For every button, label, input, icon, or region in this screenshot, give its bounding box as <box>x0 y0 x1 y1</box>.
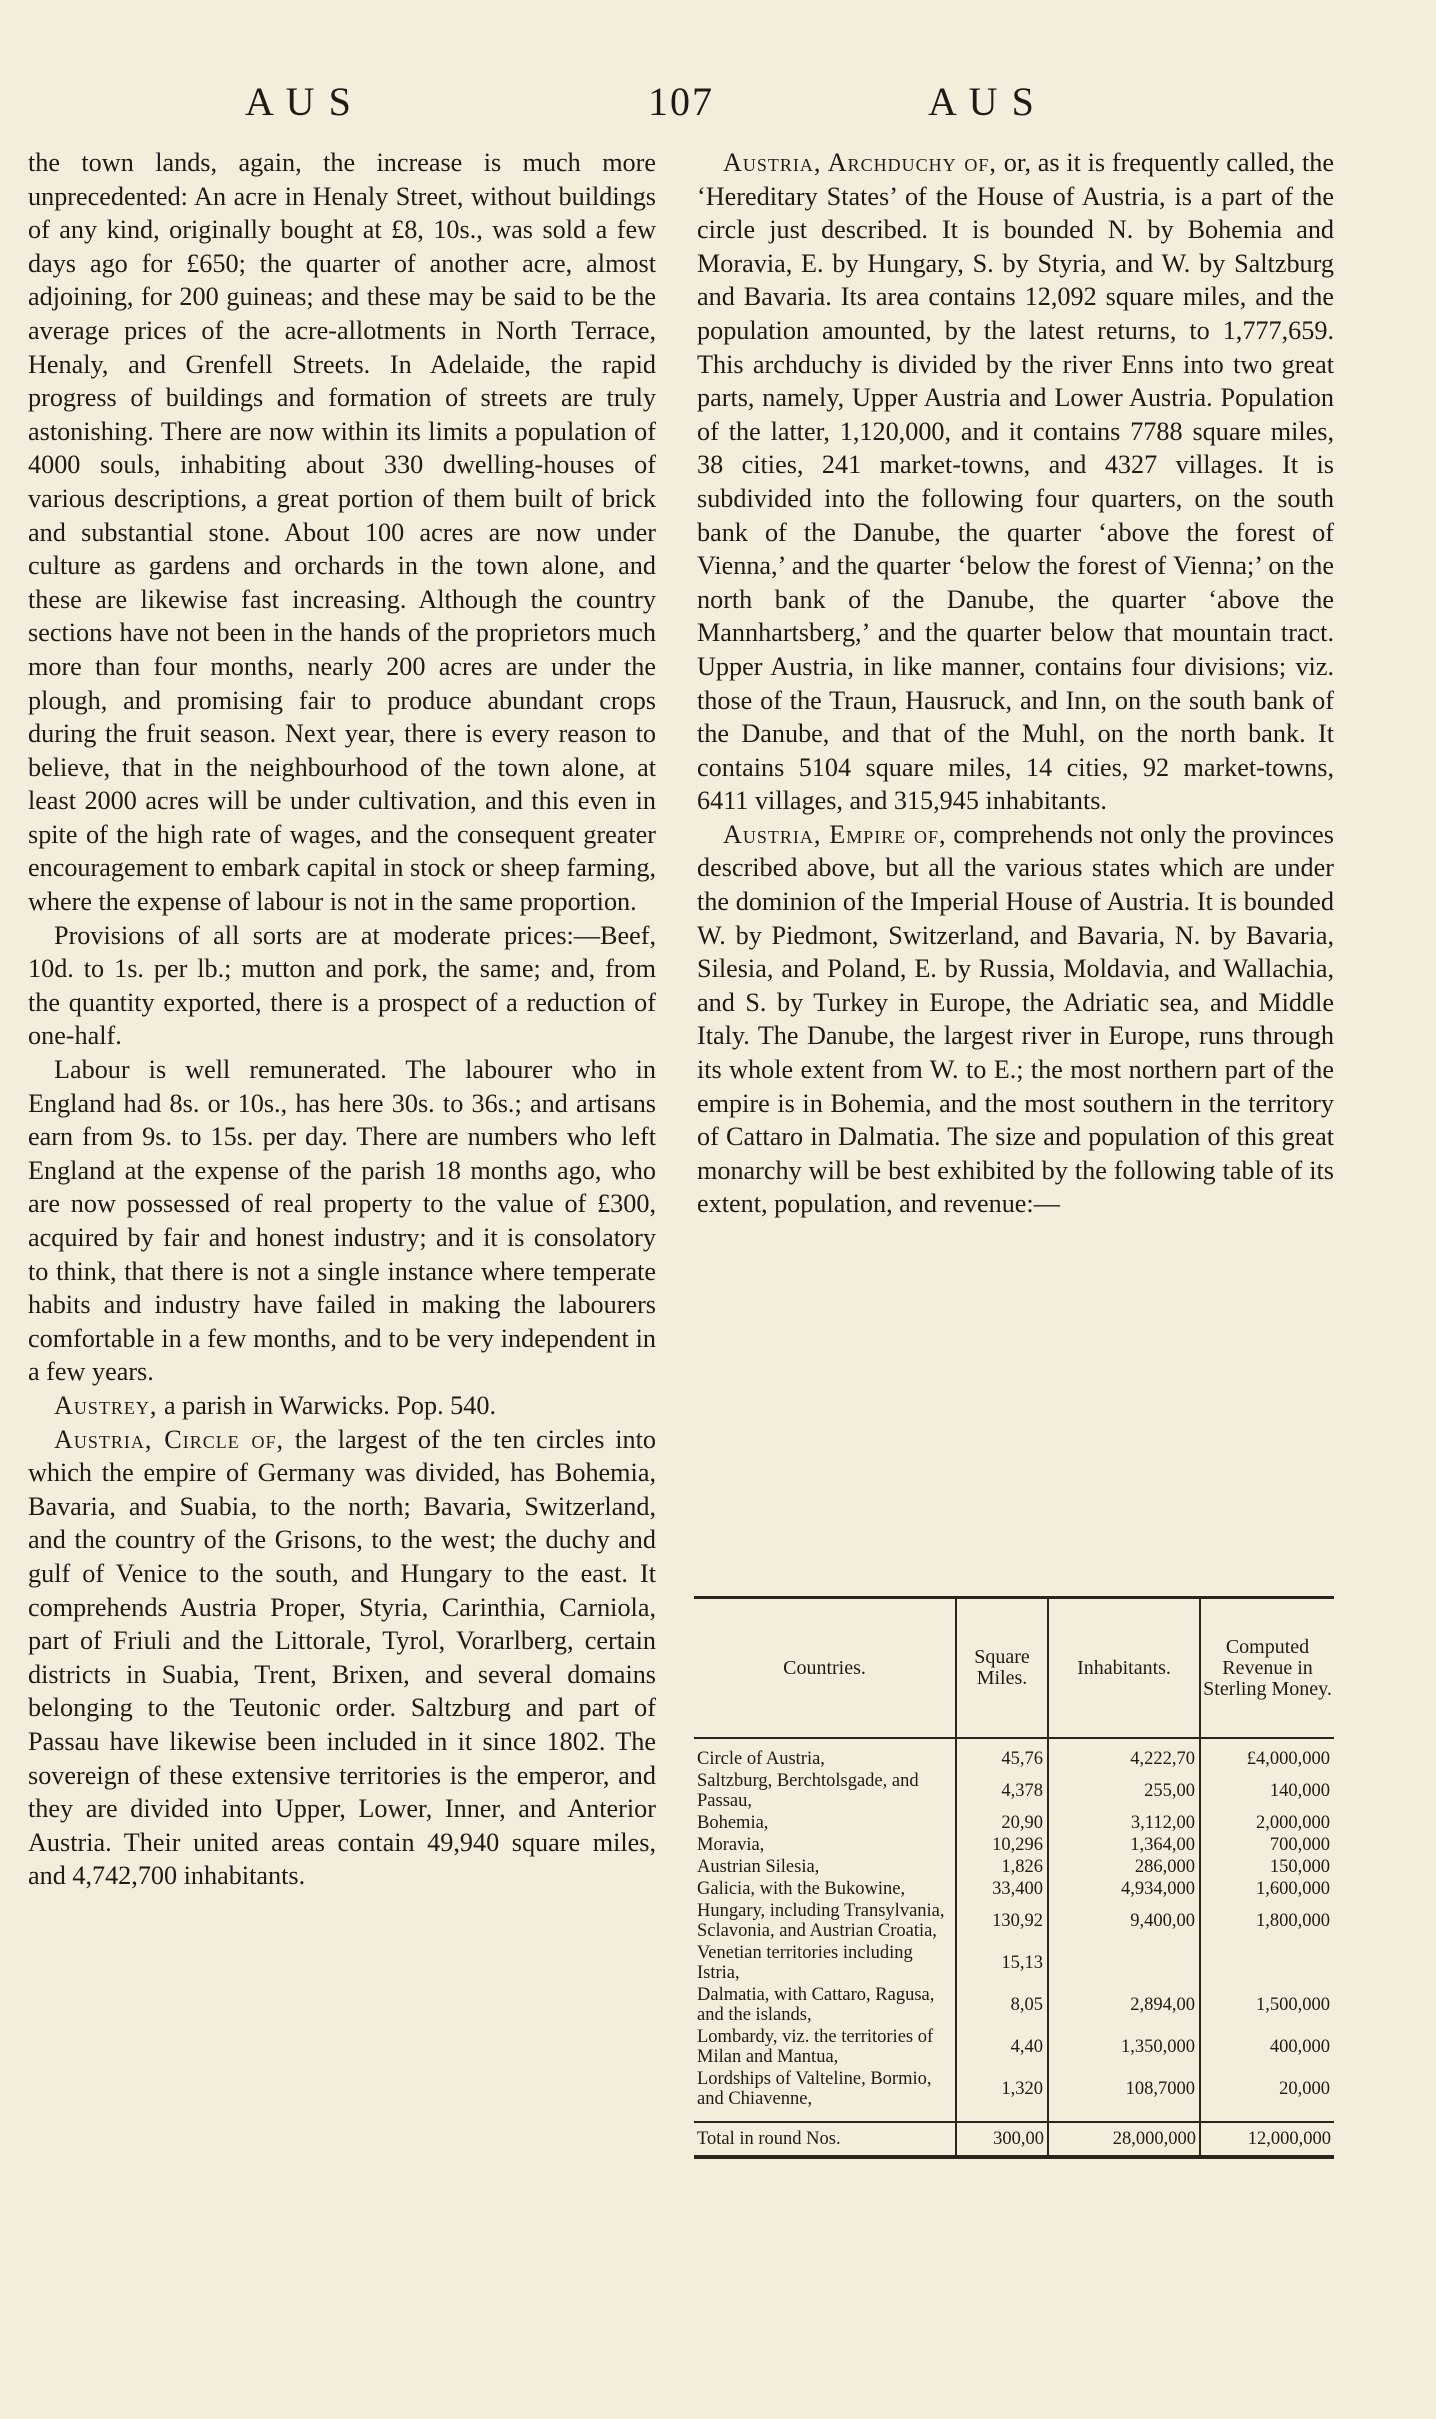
cell-country: Lombardy, viz. the territories of Milan and Mantua, <box>697 2027 934 2067</box>
cell-total-square-miles: 300,00 <box>956 2122 1048 2155</box>
entry-austria-circle <box>28 1423 656 1893</box>
cell-inhabitants: 2,894,00 <box>1048 1984 1200 2026</box>
entry-text: or, as it is frequently called, the ‘Hereditary States’ of the House of Austria, is a part of the circle just described. It is bounded N. by Bohemia and Moravia, E. by Hungary, S. by Styria, and W. by Saltzburg and Bavaria. Its area contains 12,092 square miles, and the population amounted, by the latest returns, to 1,777,659. This archduchy is divided by the river Enns into two great parts, namely, Upper Austria and Lower Austria. Population of the latter, 1,120,000, and it contains 7788 square miles, 38 cities, 241 market-towns, and 4327 villages. It is subdivided into the following four quarters, on the south bank of the Danube, the quarter ‘above the forest of Vienna,’ and the quarter ‘below the forest of Vienna;’ on the north bank of the Danube, the quarter ‘above the Mannhartsberg,’ and the quarter below that mountain tract. Upper Austria, in like manner, contains four divisions; viz. those of the Traun, Hausruck, and Inn, on the south bank of the Danube, and that of the Muhl, on the north bank. It contains 5104 square miles, 14 cities, 92 market-towns, 6411 villages, and 315,945 inhabitants. <box>697 148 1334 816</box>
cell-square-miles: 8,05 <box>956 1984 1048 2026</box>
paragraph: Provisions of all sorts are at moderate prices:—Beef, 10d. to 1s. per lb.; mutton and pork, the same; and, from the quantity exported, there is a prospect of a reduction of one-half. <box>28 920 656 1051</box>
paragraph: Labour is well remunerated. The labourer who in England had 8s. or 10s., has here 30s. to 36s.; and artisans earn from 9s. to 15s. per day. There are numbers who left England at the expense of the parish 18 months ago, who are now possessed of real property to the value of £300, acquired by fair and honest industry; and it is consolatory to think, that there is not a single instance where temperate habits and industry have failed in making the labourers comfortable in a few months, and to be very independent in a few years. <box>28 1055 656 1387</box>
cell-inhabitants: 286,000 <box>1048 1856 1200 1878</box>
cell-square-miles: 15,13 <box>956 1942 1048 1984</box>
cell-country: Moravia, <box>697 1835 765 1855</box>
cell-country: Dalmatia, with Cattaro, Ragusa, and the islands, <box>697 1985 935 2025</box>
cell-inhabitants: 9,400,00 <box>1048 1900 1200 1942</box>
table <box>694 1599 1334 2155</box>
entry-austrey <box>28 1389 656 1423</box>
entry-head: Austria, Circle of, <box>54 1424 285 1454</box>
entry-head: Austria, Empire of, <box>723 819 947 849</box>
cell-square-miles: 33,400 <box>956 1878 1048 1900</box>
cell-country: Hungary, including Transylvania, Sclavonia, and Austrian Croatia, <box>697 1901 945 1941</box>
cell-total-revenue: 12,000,000 <box>1200 2122 1334 2155</box>
cell-revenue: 1,800,000 <box>1200 1900 1334 1942</box>
cell-square-miles: 1,826 <box>956 1856 1048 1878</box>
cell-total-inhabitants: 28,000,000 <box>1048 2122 1200 2155</box>
cell-inhabitants: 108,7000 <box>1048 2068 1200 2122</box>
cell-country: Venetian territories including Istria, <box>697 1943 913 1983</box>
table-row <box>694 1942 1334 1984</box>
cell-revenue: 150,000 <box>1200 1856 1334 1878</box>
cell-inhabitants: 4,222,70 <box>1048 1738 1200 1770</box>
entry-austria-empire <box>697 818 1334 1221</box>
table-total-row <box>694 2122 1334 2155</box>
table-row <box>694 1900 1334 1942</box>
cell-revenue: 140,000 <box>1200 1770 1334 1812</box>
right-column <box>697 146 1334 1221</box>
cell-square-miles: 4,40 <box>956 2026 1048 2068</box>
cell-country: Saltzburg, Berchtolsgade, and Passau, <box>697 1771 919 1811</box>
cell-square-miles: 130,92 <box>956 1900 1048 1942</box>
cell-revenue: £4,000,000 <box>1200 1738 1334 1770</box>
table-row <box>694 2026 1334 2068</box>
entry-text: comprehends not only the provinces described above, but all the various states which are under the dominion of the Imperial House of Austria. It is bounded W. by Piedmont, Switzerland, and Bavaria, N. by Bavaria, Silesia, and Poland, E. by Russia, Moldavia, and Wallachia, and S. by Turkey in Europe, the Adriatic sea, and Middle Italy. The Danube, the largest river in Europe, runs through its whole extent from W. to E.; the most northern part of the empire is in Bohemia, and the most southern in the territory of Cattaro in Dalmatia. The size and population of this great monarchy will be best exhibited by the following table of its extent, population, and revenue:— <box>697 819 1334 1219</box>
table-header-row <box>694 1599 1334 1738</box>
cell-square-miles: 10,296 <box>956 1834 1048 1856</box>
header-left: A U S <box>245 79 353 124</box>
table-row <box>694 1984 1334 2026</box>
cell-total-label: Total in round Nos. <box>694 2122 956 2155</box>
table-row <box>694 1834 1334 1856</box>
cell-revenue <box>1200 1942 1334 1984</box>
entry-austria-archduchy <box>697 146 1334 818</box>
header-inhabitants: Inhabitants. <box>1048 1599 1200 1738</box>
cell-revenue: 700,000 <box>1200 1834 1334 1856</box>
entry-text: the largest of the ten circles into which the empire of Germany was divided, has Bohemia, Bavaria, and Suabia, to the north; Bavaria, Switzerland, and the country of the Grisons, to the west; the duchy and gulf of Venice to the south, and Hungary to the east. It comprehends Austria Proper, Styria, Carinthia, Carniola, part of Friuli and the Littorale, Tyrol, Vorarlberg, certain districts in Suabia, Trent, Brixen, and several domains belonging to the Teutonic order. Saltzburg and part of Passau have likewise been included in it since 1802. The sovereign of these extensive territories is the emperor, and they are divided into Upper, Lower, Inner, and Anterior Austria. Their united areas contain 49,940 square miles, and 4,742,700 inhabitants. <box>28 1424 656 1891</box>
cell-revenue: 20,000 <box>1200 2068 1334 2122</box>
cell-square-miles: 20,90 <box>956 1812 1048 1834</box>
entry-head: Austria, Archduchy of, <box>723 148 997 177</box>
entry-text: a parish in Warwicks. Pop. 540. <box>157 1390 496 1420</box>
cell-revenue: 400,000 <box>1200 2026 1334 2068</box>
cell-revenue: 1,600,000 <box>1200 1878 1334 1900</box>
table-row <box>694 1738 1334 1770</box>
entry-head: Austrey, <box>54 1390 158 1420</box>
cell-inhabitants: 255,00 <box>1048 1770 1200 1812</box>
cell-inhabitants: 4,934,000 <box>1048 1878 1200 1900</box>
cell-country: Lordships of Valteline, Bormio, and Chiavenne, <box>697 2069 932 2109</box>
cell-inhabitants: 3,112,00 <box>1048 1812 1200 1834</box>
revenue-table <box>694 1596 1334 2159</box>
table-row <box>694 1812 1334 1834</box>
header-revenue: Computed Revenue in Sterling Money. <box>1200 1599 1334 1738</box>
left-column <box>28 146 656 1893</box>
cell-square-miles: 4,378 <box>956 1770 1048 1812</box>
running-header <box>0 78 1436 138</box>
header-right: A U S <box>928 79 1036 124</box>
cell-country: Circle of Austria, <box>697 1749 825 1769</box>
cell-inhabitants: 1,364,00 <box>1048 1834 1200 1856</box>
table-row <box>694 1856 1334 1878</box>
cell-inhabitants <box>1048 1942 1200 1984</box>
cell-square-miles: 1,320 <box>956 2068 1048 2122</box>
table-row <box>694 2068 1334 2122</box>
cell-inhabitants: 1,350,000 <box>1048 2026 1200 2068</box>
header-countries: Countries. <box>694 1599 956 1738</box>
cell-square-miles: 45,76 <box>956 1738 1048 1770</box>
paragraph: the town lands, again, the increase is much more unprecedented: An acre in Henaly Street, without buildings of any kind, originally bought at £8, 10s., was sold a few days ago for £650; the quarter of another acre, almost adjoining, for 200 guineas; and these may be said to be the average prices of the acre-allotments in North Terrace, Henaly, and Grenfell Streets. In Adelaide, the rapid progress of buildings and formation of streets are truly astonishing. There are now within its limits a population of 4000 souls, inhabiting about 330 dwelling-houses of various descriptions, a great portion of them built of brick and substantial stone. About 100 acres are now under culture as gardens and orchards in the town alone, and these are likewise fast increasing. Although the country sections have not been in the hands of the proprietors much more than four months, nearly 200 acres are under the plough, and promising fair to produce abundant crops during the fruit season. Next year, there is every reason to believe, that in the neighbourhood of the town alone, at least 2000 acres will be under cultivation, and this even in spite of the high rate of wages, and the consequent greater encouragement to embark capital in stock or sheep farming, where the expense of labour is not in the same proportion. <box>28 148 656 917</box>
cell-country: Austrian Silesia, <box>697 1857 820 1877</box>
cell-country: Bohemia, <box>697 1813 769 1833</box>
cell-country: Galicia, with the Bukowine, <box>697 1879 906 1899</box>
table-row <box>694 1878 1334 1900</box>
page-number: 107 <box>648 79 714 124</box>
cell-revenue: 2,000,000 <box>1200 1812 1334 1834</box>
cell-revenue: 1,500,000 <box>1200 1984 1334 2026</box>
header-square-miles: Square Miles. <box>956 1599 1048 1738</box>
table-row <box>694 1770 1334 1812</box>
